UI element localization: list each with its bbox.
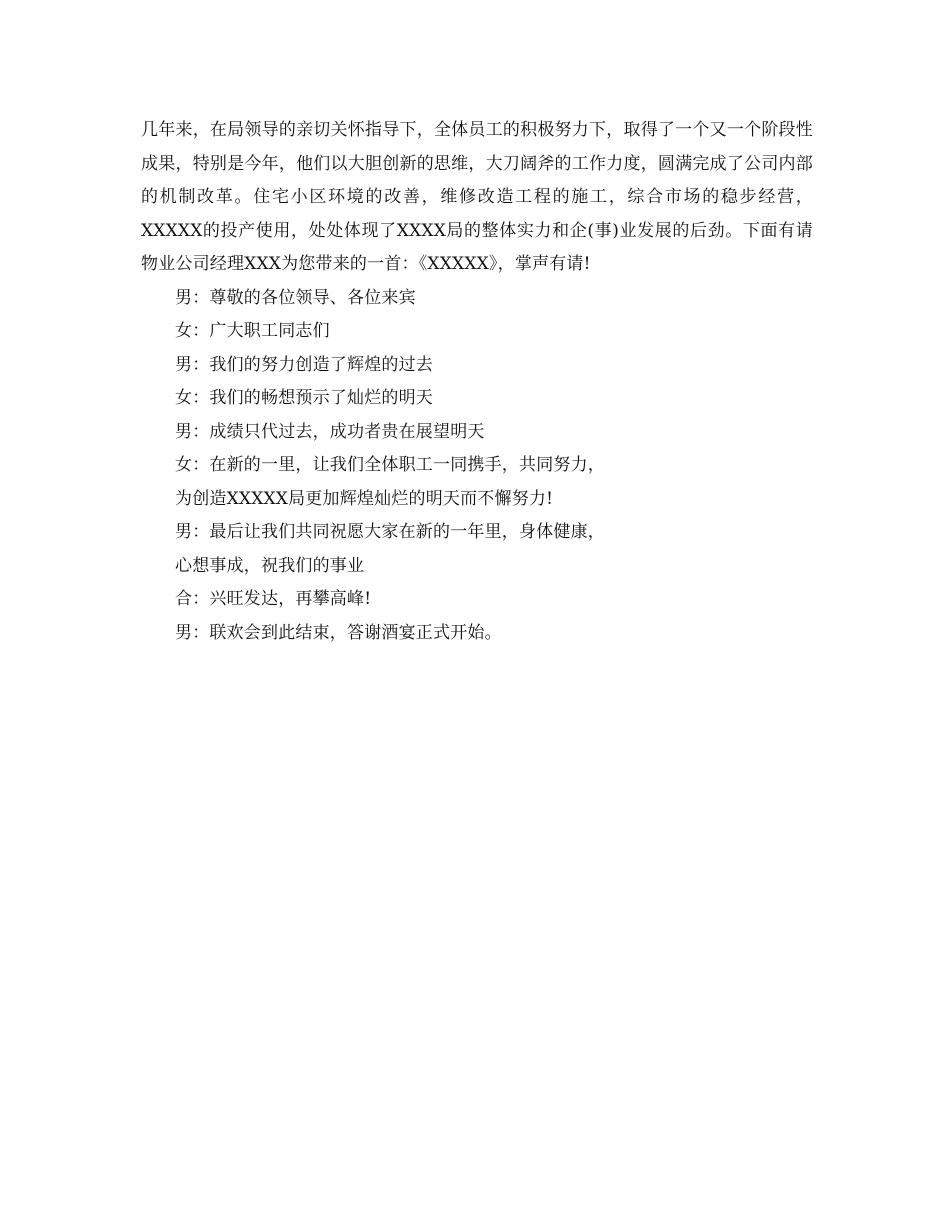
dialogue-line: 合：兴旺发达，再攀高峰! [175, 589, 372, 609]
intro-paragraph: 几年来，在局领导的亲切关怀指导下，全体员工的积极努力下，取得了一个又一个阶段性成果，特别是今年，他们以大胆创新的思维，大刀阔斧的工作力度，圆满完成了公司内部的机制改革。住宅小区环境的改善，维修改造工程的施工，综合市场的稳步经营，XXXXX的投产使用，处处体现了XXXX局的整体实力和企(事)业发展的后劲。下面有请物业公司经理XXX为您带来的一首：《XXXXX》，掌声有请! [141, 120, 813, 274]
dialogue-line: 女：我们的畅想预示了灿烂的明天 [175, 388, 433, 408]
dialogue-line: 女：广大职工同志们 [175, 321, 330, 341]
dialogue-line: 男：成绩只代过去，成功者贵在展望明天 [175, 421, 485, 442]
dialogue-line: 男：最后让我们共同祝愿大家在新的一年里，身体健康， [175, 522, 605, 542]
dialogue-line: 男：联欢会到此结束，答谢酒宴正式开始。 [175, 622, 502, 643]
dialogue-list [141, 282, 813, 651]
dialogue-line: 心想事成，祝我们的事业 [175, 555, 365, 576]
dialogue-line: 男：尊敬的各位领导、各位来宾 [175, 287, 416, 308]
dialogue-line: 男：我们的努力创造了辉煌的过去 [175, 354, 433, 375]
dialogue-line: 女：在新的一里，让我们全体职工一同携手，共同努力， [175, 455, 605, 475]
document-body [141, 114, 813, 650]
dialogue-line: 为创造XXXXX局更加辉煌灿烂的明天而不懈努力! [175, 488, 554, 509]
